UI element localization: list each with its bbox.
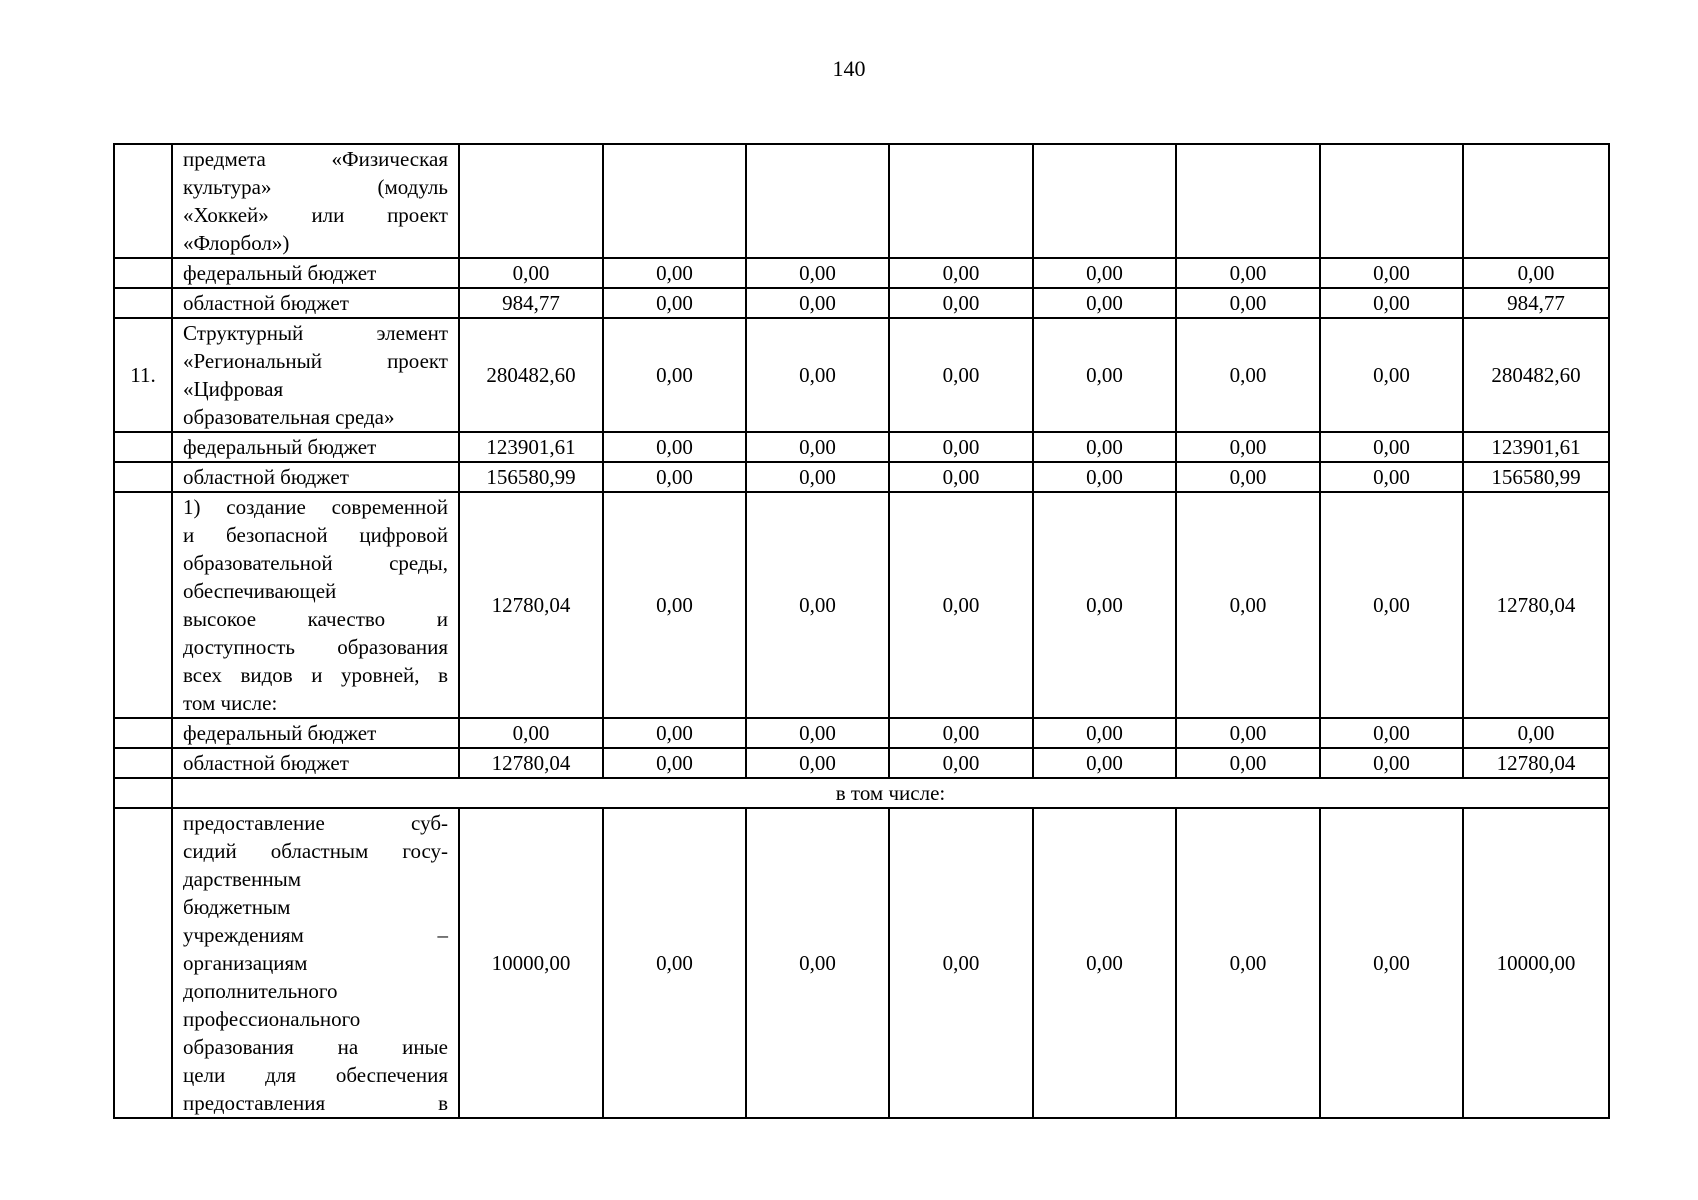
row-name: Структурный элемент «Региональный проект «Цифровая образовательная среда» <box>172 318 459 432</box>
value-cell: 0,00 <box>603 492 746 718</box>
table-row <box>114 808 1609 1118</box>
value-cell: 0,00 <box>1176 258 1320 288</box>
value-cell: 0,00 <box>746 808 889 1118</box>
value-cell: 0,00 <box>1320 288 1463 318</box>
row-name: областной бюджет <box>172 288 459 318</box>
value-cell: 0,00 <box>746 432 889 462</box>
row-index <box>114 748 172 778</box>
value-cell: 0,00 <box>746 492 889 718</box>
table-row <box>114 748 1609 778</box>
value-cell <box>1033 144 1176 258</box>
value-cell: 0,00 <box>1176 462 1320 492</box>
value-cell: 0,00 <box>603 748 746 778</box>
row-name: предоставление суб- сидий областным госу- дарственным бюджетным учреждениям – организациям дополнительного профессионального образования на иные цели для обеспечения предоставления в <box>172 808 459 1118</box>
value-cell: 0,00 <box>1176 718 1320 748</box>
table-row <box>114 492 1609 718</box>
value-cell: 0,00 <box>459 258 603 288</box>
value-cell: 0,00 <box>603 432 746 462</box>
value-cell: 10000,00 <box>459 808 603 1118</box>
value-cell: 0,00 <box>1033 808 1176 1118</box>
page-number: 140 <box>832 56 866 81</box>
value-cell <box>1320 144 1463 258</box>
subheader-label: в том числе: <box>172 778 1609 808</box>
value-cell <box>1176 144 1320 258</box>
row-index <box>114 144 172 258</box>
value-cell: 0,00 <box>1033 288 1176 318</box>
row-index <box>114 432 172 462</box>
value-cell: 0,00 <box>746 462 889 492</box>
row-name: федеральный бюджет <box>172 258 459 288</box>
value-cell: 0,00 <box>1320 748 1463 778</box>
value-cell: 12780,04 <box>1463 748 1609 778</box>
value-cell: 0,00 <box>1176 318 1320 432</box>
value-cell: 0,00 <box>746 748 889 778</box>
table-row <box>114 462 1609 492</box>
row-name: 1) создание современной и безопасной цифровой образовательной среды, обеспечивающей высокое качество и доступность образования всех видов и уровней, в том числе: <box>172 492 459 718</box>
value-cell: 0,00 <box>1320 808 1463 1118</box>
value-cell: 10000,00 <box>1463 808 1609 1118</box>
value-cell: 0,00 <box>1320 492 1463 718</box>
value-cell: 156580,99 <box>1463 462 1609 492</box>
row-name: областной бюджет <box>172 748 459 778</box>
value-cell: 0,00 <box>603 288 746 318</box>
value-cell: 0,00 <box>603 808 746 1118</box>
row-index <box>114 288 172 318</box>
value-cell: 984,77 <box>459 288 603 318</box>
value-cell: 0,00 <box>1320 432 1463 462</box>
value-cell: 984,77 <box>1463 288 1609 318</box>
value-cell: 0,00 <box>603 718 746 748</box>
value-cell: 0,00 <box>889 258 1033 288</box>
value-cell: 0,00 <box>746 318 889 432</box>
value-cell: 0,00 <box>1176 288 1320 318</box>
value-cell: 123901,61 <box>1463 432 1609 462</box>
row-index <box>114 258 172 288</box>
subheader-row <box>114 778 1609 808</box>
value-cell: 0,00 <box>889 462 1033 492</box>
value-cell: 0,00 <box>889 718 1033 748</box>
budget-table <box>113 143 1610 1119</box>
row-index <box>114 808 172 1118</box>
value-cell: 0,00 <box>603 258 746 288</box>
value-cell: 12780,04 <box>459 748 603 778</box>
value-cell: 0,00 <box>603 462 746 492</box>
value-cell: 0,00 <box>1176 492 1320 718</box>
table-row <box>114 258 1609 288</box>
value-cell <box>1463 144 1609 258</box>
value-cell: 0,00 <box>1320 318 1463 432</box>
value-cell: 0,00 <box>889 748 1033 778</box>
value-cell: 0,00 <box>1033 462 1176 492</box>
table-row <box>114 144 1609 258</box>
value-cell: 0,00 <box>603 318 746 432</box>
value-cell: 280482,60 <box>1463 318 1609 432</box>
row-index <box>114 462 172 492</box>
value-cell: 0,00 <box>1463 258 1609 288</box>
value-cell: 0,00 <box>1033 718 1176 748</box>
value-cell: 0,00 <box>746 258 889 288</box>
row-index <box>114 718 172 748</box>
table-row <box>114 288 1609 318</box>
value-cell: 0,00 <box>889 492 1033 718</box>
row-name: областной бюджет <box>172 462 459 492</box>
value-cell: 0,00 <box>889 432 1033 462</box>
value-cell: 0,00 <box>889 318 1033 432</box>
value-cell: 0,00 <box>746 718 889 748</box>
value-cell <box>603 144 746 258</box>
row-index <box>114 778 172 808</box>
value-cell: 0,00 <box>1033 318 1176 432</box>
row-name: федеральный бюджет <box>172 718 459 748</box>
value-cell: 0,00 <box>1320 462 1463 492</box>
row-name: федеральный бюджет <box>172 432 459 462</box>
value-cell: 0,00 <box>1033 748 1176 778</box>
value-cell: 280482,60 <box>459 318 603 432</box>
value-cell: 0,00 <box>1320 258 1463 288</box>
value-cell: 0,00 <box>746 288 889 318</box>
value-cell <box>889 144 1033 258</box>
row-name: предмета «Физическая культура» (модуль «Хоккей» или проект «Флорбол») <box>172 144 459 258</box>
value-cell: 0,00 <box>889 808 1033 1118</box>
value-cell: 12780,04 <box>459 492 603 718</box>
table-row <box>114 718 1609 748</box>
value-cell: 0,00 <box>459 718 603 748</box>
row-index <box>114 492 172 718</box>
table-row <box>114 318 1609 432</box>
value-cell: 0,00 <box>1176 808 1320 1118</box>
value-cell: 0,00 <box>1176 748 1320 778</box>
value-cell: 0,00 <box>1320 718 1463 748</box>
value-cell <box>459 144 603 258</box>
value-cell: 0,00 <box>1033 492 1176 718</box>
value-cell: 0,00 <box>1463 718 1609 748</box>
value-cell: 0,00 <box>1033 258 1176 288</box>
value-cell: 0,00 <box>1033 432 1176 462</box>
value-cell: 123901,61 <box>459 432 603 462</box>
value-cell <box>746 144 889 258</box>
row-index: 11. <box>114 318 172 432</box>
value-cell: 12780,04 <box>1463 492 1609 718</box>
value-cell: 0,00 <box>1176 432 1320 462</box>
table-row <box>114 432 1609 462</box>
value-cell: 0,00 <box>889 288 1033 318</box>
value-cell: 156580,99 <box>459 462 603 492</box>
